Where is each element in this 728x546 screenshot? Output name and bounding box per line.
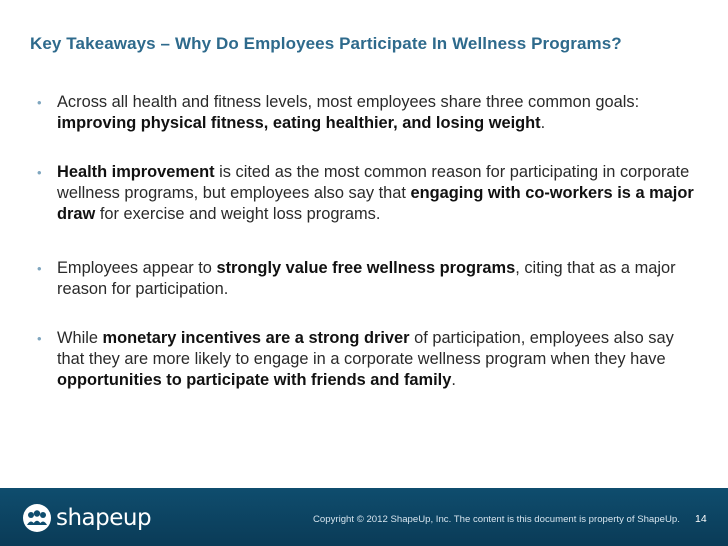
bullet-text: Employees appear to (57, 259, 217, 277)
bullet-dot-icon: • (37, 331, 42, 346)
bullet-text: for exercise and weight loss programs. (95, 205, 381, 223)
bullet-dot-icon: • (37, 95, 42, 110)
bullet-item (37, 162, 697, 225)
footer-bar (0, 488, 728, 546)
bullet-bold-text: Health improvement (57, 163, 215, 181)
bullet-bold-text: strongly value free wellness programs (216, 259, 516, 277)
shapeup-logo (22, 503, 151, 533)
bullet-text: . (540, 114, 546, 132)
bullet-dot-icon: • (37, 165, 42, 180)
bullet-text: , citing that as a major reason for participation. (57, 259, 676, 298)
bullet-bold-text: engaging with co-workers is a major draw (57, 184, 694, 223)
bullet-item (37, 328, 697, 391)
bullet-bold-text: opportunities to participate with friends and family (57, 371, 452, 389)
logo-text: shapeup (56, 505, 152, 531)
bullet-dot-icon: • (37, 261, 42, 276)
bullet-bold-text: improving physical fitness, eating healthier, and losing weight (57, 114, 541, 132)
bullet-item (37, 258, 697, 300)
page-number: 14 (695, 513, 707, 525)
bullet-text: . (451, 371, 456, 389)
bullet-text: Across all health and fitness levels, most employees share three common goals: (57, 93, 640, 111)
copyright-text: Copyright © 2012 ShapeUp, Inc. The content is this document is property of ShapeUp. (313, 514, 680, 525)
bullet-item (37, 92, 697, 134)
slide-title: Key Takeaways – Why Do Employees Participate In Wellness Programs? (30, 34, 622, 53)
bullet-bold-text: monetary incentives are a strong driver (102, 329, 410, 347)
bullet-text: While (57, 329, 103, 347)
people-group-icon (22, 503, 52, 533)
bullet-text: of participation, employees also say that they are more likely to engage in a corporate wellness program when they have (57, 329, 674, 368)
bullet-text: is cited as the most common reason for participating in corporate wellness programs, but employees also say that (57, 163, 690, 202)
